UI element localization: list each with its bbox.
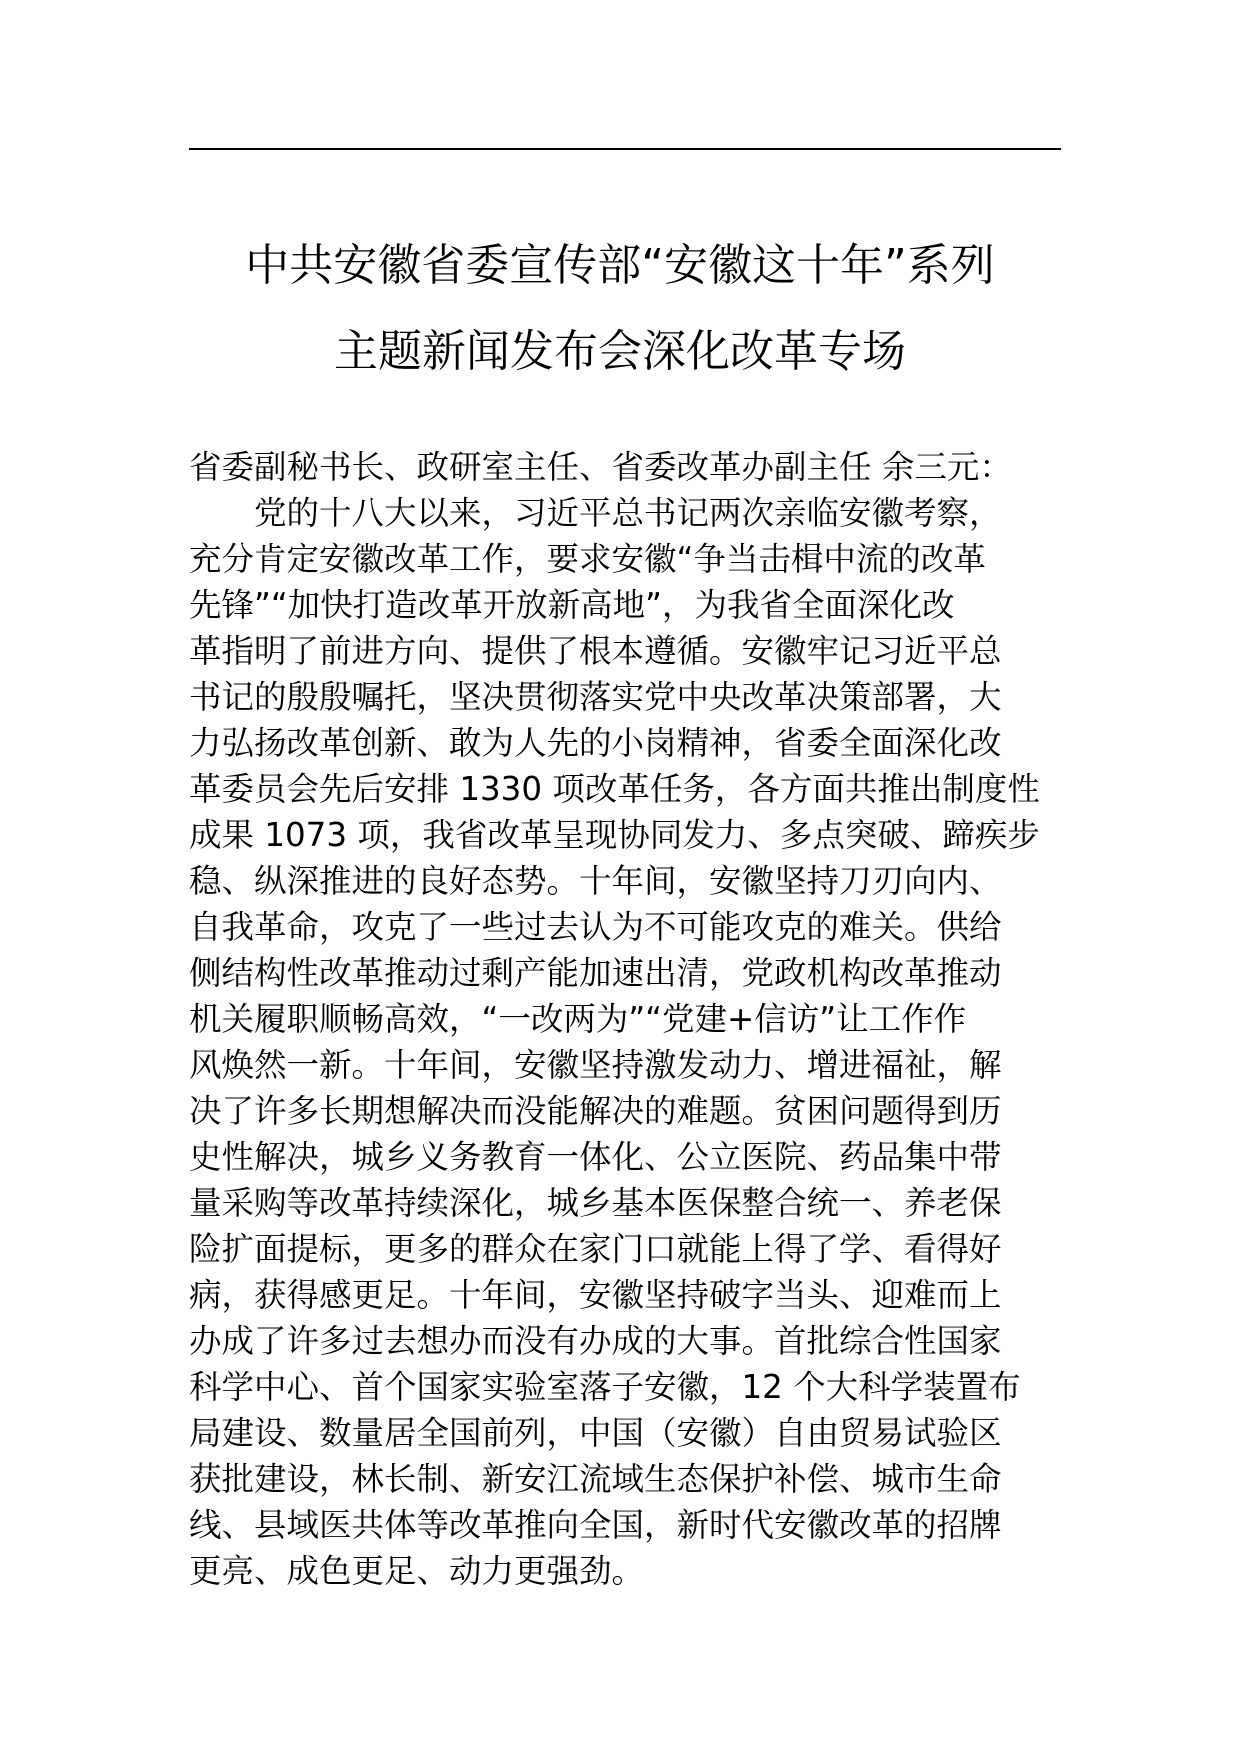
body-line: 党的十八大以来，习近平总书记两次亲临安徽考察， [189, 494, 1002, 532]
body-line: 更亮、成色更足、动力更强劲。 [189, 1552, 645, 1590]
body-line: 风焕然一新。十年间，安徽坚持激发动力、增进福祉，解 [189, 1046, 1002, 1084]
body-line: 稳、纵深推进的良好态势。十年间，安徽坚持刀刃向内、 [189, 862, 1002, 900]
body-line: 科学中心、首个国家实验室落子安徽，12 个大科学装置布 [189, 1368, 1021, 1406]
body-line: 获批建设，林长制、新安江流域生态保护补偿、城市生命 [189, 1460, 1002, 1498]
document-title-line-2: 主题新闻发布会深化改革专场 [334, 326, 906, 377]
body-line: 先锋”“加快打造改革开放新高地”，为我省全面深化改 [189, 586, 955, 624]
body-line: 书记的殷殷嘱托，坚决贯彻落实党中央改革决策部署，大 [189, 678, 1002, 716]
body-line: 决了许多长期想解决而没能解决的难题。贫困问题得到历 [189, 1092, 1002, 1130]
body-line: 革指明了前进方向、提供了根本遵循。安徽牢记习近平总 [189, 632, 1002, 670]
body-line: 险扩面提标，更多的群众在家门口就能上得了学、看得好 [189, 1230, 1002, 1268]
document-title-line-1: 中共安徽省委宣传部“安徽这十年”系列 [245, 240, 995, 291]
body-line: 量采购等改革持续深化，城乡基本医保整合统一、养老保 [189, 1184, 1002, 1222]
body-line: 史性解决，城乡义务教育一体化、公立医院、药品集中带 [189, 1138, 1002, 1176]
body-line: 成果 1073 项，我省改革呈现协同发力、多点突破、蹄疾步 [189, 816, 1040, 854]
body-line: 自我革命，攻克了一些过去认为不可能攻克的难关。供给 [189, 908, 1002, 946]
body-line: 机关履职顺畅高效，“一改两为”“党建+信访”让工作作 [189, 1000, 967, 1038]
body-line: 充分肯定安徽改革工作，要求安徽“争当击楫中流的改革 [189, 540, 986, 578]
body-line: 革委员会先后安排 1330 项改革任务，各方面共推出制度性 [189, 770, 1040, 808]
speaker-attribution: 省委副秘书长、政研室主任、省委改革办副主任 余三元： [189, 448, 1012, 486]
body-line: 局建设、数量居全国前列，中国（安徽）自由贸易试验区 [189, 1414, 1002, 1452]
body-line: 病，获得感更足。十年间，安徽坚持破字当头、迎难而上 [189, 1276, 1002, 1314]
header-rule [189, 148, 1061, 150]
body-line: 力弘扬改革创新、敢为人先的小岗精神，省委全面深化改 [189, 724, 1002, 762]
body-line: 线、县域医共体等改革推向全国，新时代安徽改革的招牌 [189, 1506, 1002, 1544]
body-line: 办成了许多过去想办而没有办成的大事。首批综合性国家 [189, 1322, 1002, 1360]
body-line: 侧结构性改革推动过剩产能加速出清，党政机构改革推动 [189, 954, 1002, 992]
